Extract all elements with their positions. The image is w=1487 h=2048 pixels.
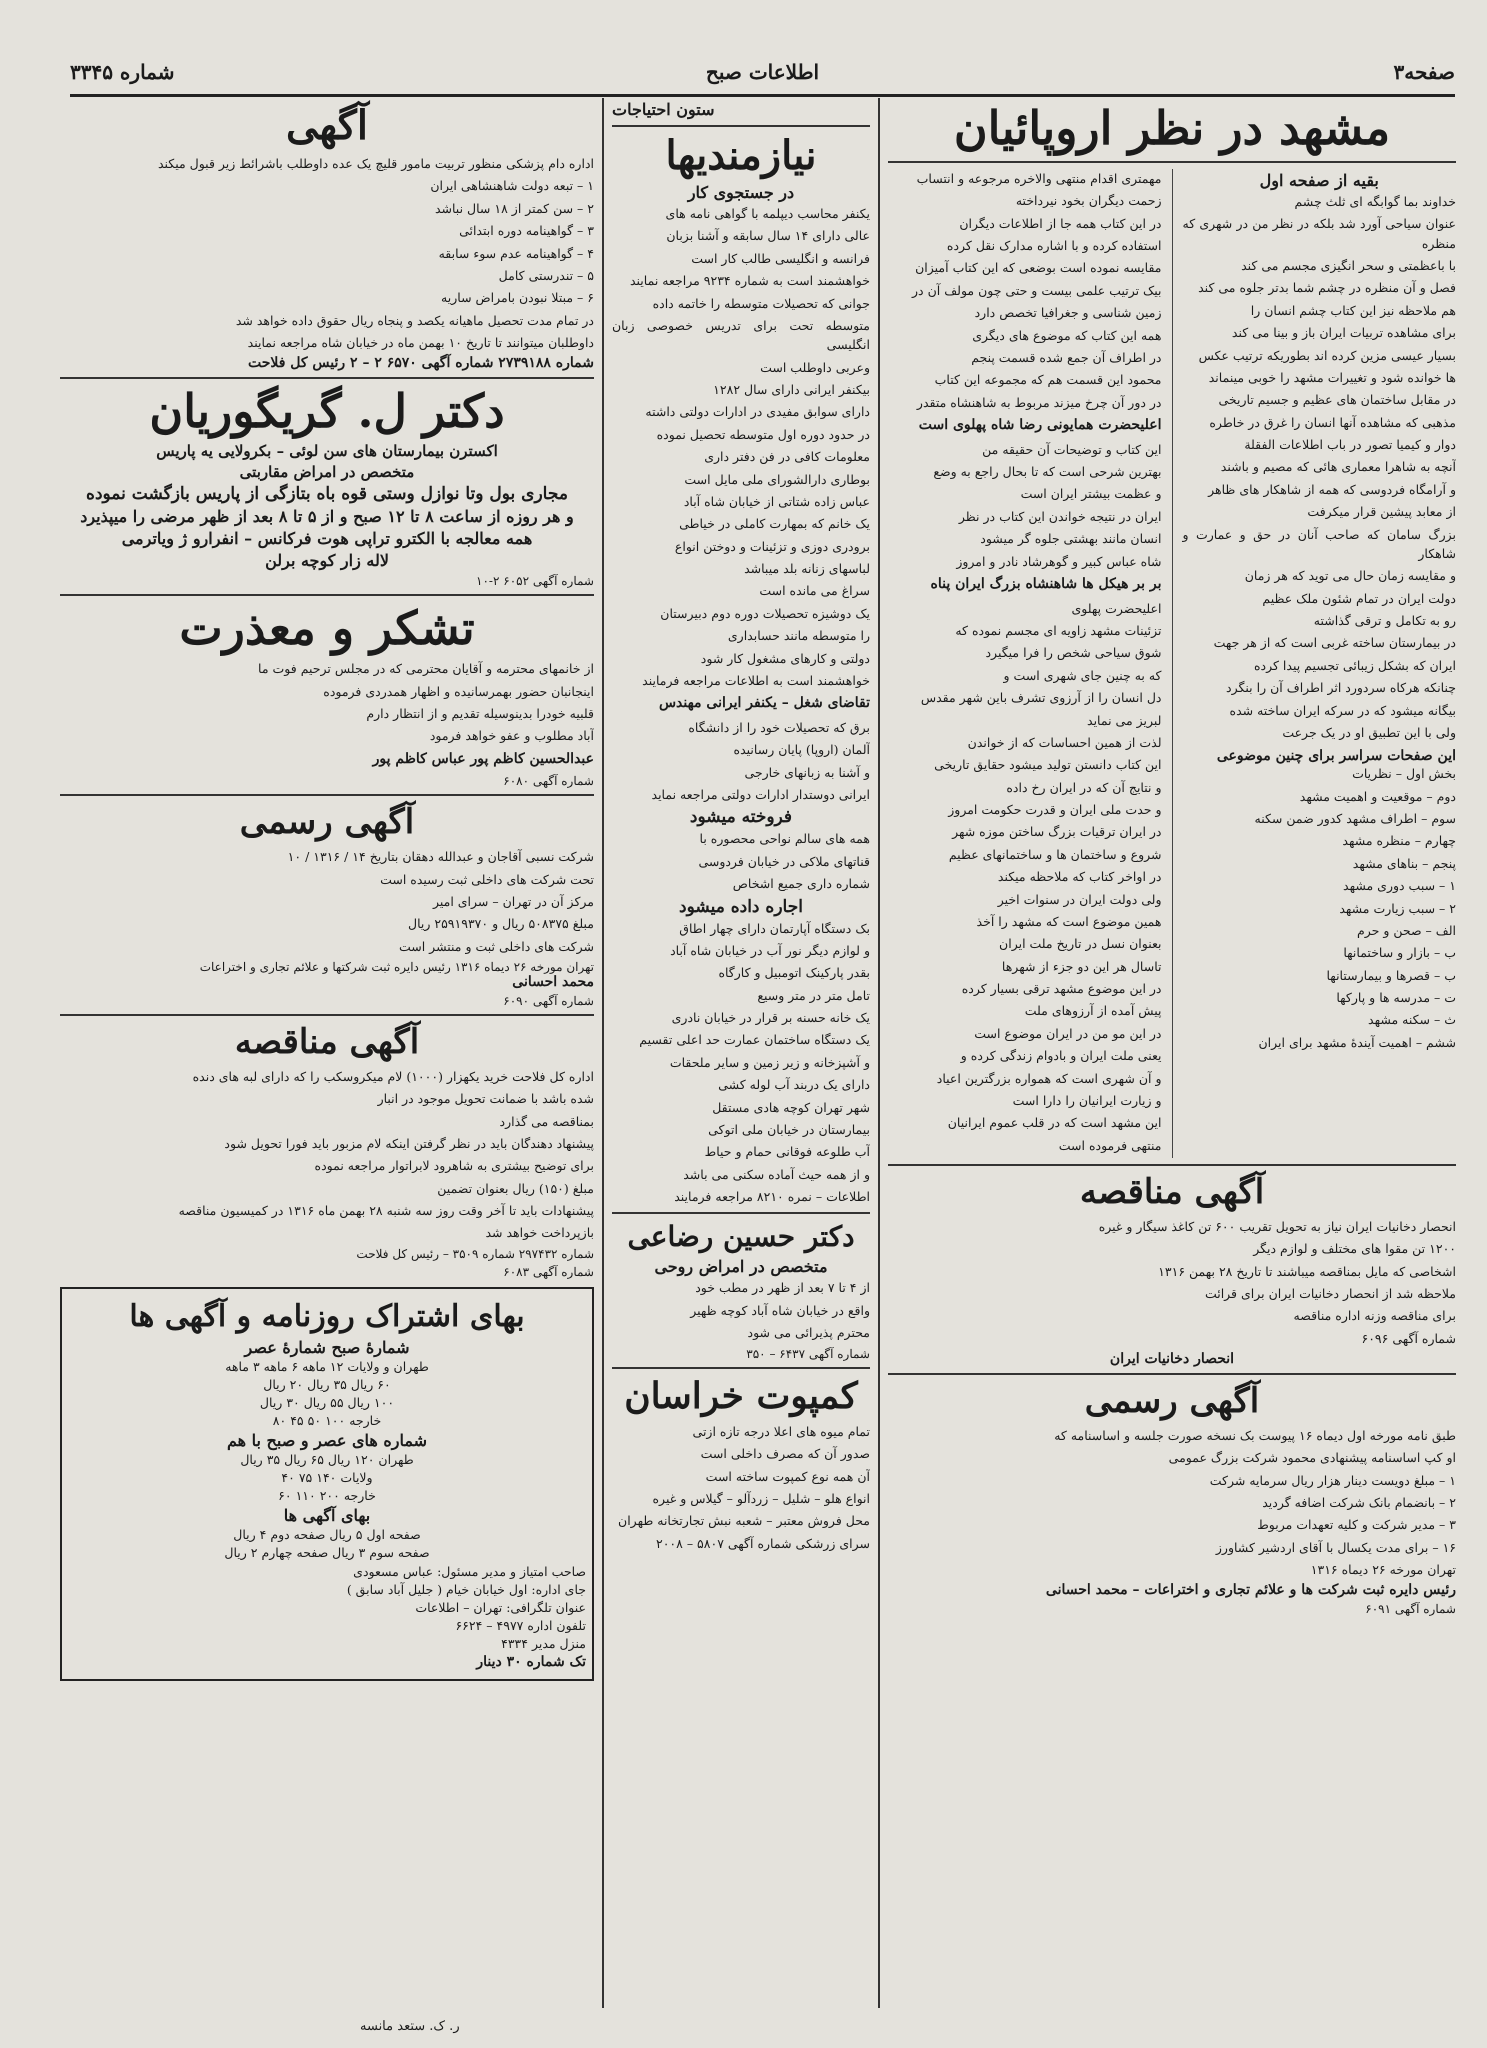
classified-line: و آشنا به زبانهای خارجی [744,764,870,780]
classified-line: یک دستگاه ساختمان عمارت حد اعلی تقسیم [639,1032,870,1048]
article-line: لذت از همین احساسات که از خواندن [967,734,1162,750]
toc-item: ششم – اهمیت آیندهٔ مشهد برای ایران [1258,1034,1456,1050]
publisher-info [68,1564,586,1670]
classified-line: دارای یک دربند آب لوله کشی [718,1077,870,1093]
rate-row: ۱۰۰ ریال ۵۵ ریال ۳۰ ریال [259,1394,395,1410]
article-line: محمود این قسمت هم که مجموعه این کتاب [934,372,1162,388]
for-sale-heading: فروخته میشود [689,807,793,828]
bottom-note: ر. ک. ستعد مانسه [360,2019,460,2034]
tender-ad-title: آگهی مناقصه [1079,1172,1265,1213]
official-ad-body [888,1426,1456,1580]
ad-line: پیشنهادات باید تا آخر وقت روز سه شنبه ۲۸ بهمن ماه ۱۳۱۶ در کمیسیون مناقصه [178,1203,594,1219]
ad-line: اشخاصی که مایل بمناقصه میباشند تا تاریخ ۲۸ بهمن ۱۳۱۶ [1158,1263,1456,1279]
official-notice-title: آگهی رسمی [239,802,415,843]
classified-line: ایرانی دوستدار ادارات دولتی مراجعه نماید [651,787,870,803]
for-rent-list [612,919,870,1207]
doctor-ad-body [612,1278,870,1342]
compote-ad-title: کمپوت خراسان [624,1374,858,1417]
article-line: در دور آن چرخ میزند مربوط به شاهنشاه متقدر [916,394,1162,410]
classified-line: و از همه حیث آماده سکنی می باشد [683,1166,870,1182]
toc-item: دوم – موقعیت و اهمیت مشهد [1299,788,1456,804]
divider [60,377,594,379]
toc-heading: این صفحات سراسر برای چنین موضوعی [1216,748,1456,765]
divider [888,161,1456,163]
ad-line: مرکز آن در تهران – سرای امیر [432,893,594,909]
rate-row: طهران و ولایات ۱۲ ماهه ۶ ماهه ۳ ماهه [225,1358,429,1374]
ad-number: شماره آگهی ۶۰۹۰ [503,994,594,1009]
newspaper-name: اطلاعات صبح [705,60,820,84]
inner-divider [1172,169,1173,1158]
classified-line: معلومات کافی در فن دفتر داری [704,449,870,465]
official-notice-footer: تهران مورخه ۲۶ دیماه ۱۳۱۶ رئیس دایره ثبت شرکتها و علائم تجاری و اختراعات [199,960,594,975]
official-notice-signature: محمد احسانی [512,974,594,991]
classified-line: شهر تهران کوچه هادی مستقل [712,1099,870,1115]
thanks-body [60,659,594,770]
article-line: ایران که بشکل زیبائی تجسیم پیدا کرده [1253,657,1456,673]
article-line: و آن شهری است که همواره بزرگترین اعیاد [936,1070,1162,1086]
for-sale-list [612,829,870,893]
article-line: مهمتری اقدام منتهی والاخره مرجوعه و انتساب [916,170,1162,186]
toc-item: پنجم – بناهای مشهد [1352,855,1456,871]
divider [612,1367,870,1369]
ad-line: بمناقصه می گذارد [499,1113,594,1129]
classified-line: سراغ می مانده است [759,583,870,599]
article-line: تاسال هر این دو جزء از شهرها [1001,958,1162,974]
divider [612,1212,870,1214]
article-line: مذهبی که مشاهده آنها انسان را غرق در خاطره [1209,414,1456,430]
toc-list [1183,764,1457,1052]
ad-line: اداره دام پزشکی منظور تربیت مامور قلیچ یک عده داوطلب باشرائط زیر قبول میکند [157,156,594,171]
toc-item: ب – قصرها و بیمارستانها [1326,967,1456,983]
classified-line: و لوازم دیگر نور آب در خیابان شاه آباد [670,942,870,958]
article-line: بیگانه میشود که در سرکه ایران ساخته شده [1229,702,1456,718]
article-text-b [888,169,1162,1155]
article-line: آنچه به شاهرا معماری هائی که مصیم و باشند [1220,459,1456,475]
ad-line: داوطلبان میتوانند تا تاریخ ۱۰ بهمن ماه در خیابان شاه مراجعه نمایند [247,335,594,350]
ad-line: محل فروش معتبر – شعبه نبش تجارتخانه طهران [618,1513,870,1529]
ad-line: از ۴ تا ۷ بعد از ظهر در مطب خود [695,1280,870,1296]
rate-row: صفحه اول ۵ ریال صفحه دوم ۴ ریال [233,1526,421,1542]
classified-line: بک دستگاه آپارتمان دارای چهار اطاق [679,920,870,936]
classified-line: بیکنفر ایرانی دارای سال ۱۲۸۲ [713,382,870,397]
telegraph-line: عنوان تلگرافی: تهران – اطلاعات [415,1599,586,1615]
classified-line: تقاضای شغل – یکنفر ایرانی مهندس [658,695,870,712]
article-line: بر بر هیکل ها شاهنشاه بزرگ ایران پناه [930,575,1162,592]
ad-line: تحت شرکت های داخلی ثبت رسیده است [380,871,594,887]
page-header [70,58,1455,97]
ad-number: شماره آگهی ۶۰۸۰ [503,774,594,789]
article-line: بیک ترتیب علمی بیست و حتی چون مولف آن در [912,282,1162,298]
classified-line: خواهشمند است به اطلاعات مراجعه فرمایند [642,672,870,688]
classifieds-title: نیازمندیها [665,132,817,179]
article-line: که به چنین جای شهری است و [1003,667,1162,683]
ad-line: ۶ – مبتلا نبودن بامراض ساریه [441,290,594,306]
divider [612,125,870,127]
ad-line: واقع در خیابان شاه آباد کوچه ظهیر [690,1302,870,1318]
rate-row: طهران ۱۲۰ ریال ۶۵ ریال ۳۵ ریال [240,1451,414,1467]
article-line: و عظمت بیشتر ایران است [1020,486,1162,502]
classified-line: لباسهای زنانه بلد میباشد [744,561,870,576]
article-line: ولی با این تطبیق او در یک جرعت [1282,724,1456,740]
article-line: زمین شناسی و جغرافیا تخصص دارد [974,305,1162,321]
article-col-b [888,169,1162,1158]
ad-line: عبدالحسین کاظم پور عباس کاظم پور [372,750,594,767]
ad-number: شماره آگهی ۶۰۹۱ [1365,1602,1456,1617]
toc-item: سوم – اطراف مشهد کدور ضمن سکنه [1254,811,1456,827]
owner-line: صاحب امتیاز و مدیر مسئول: عباس مسعودی [353,1563,586,1579]
for-rent-heading: اجاره داده میشود [679,896,803,917]
ad-line: متخصص در امراض مقاربتی [239,463,415,482]
ad-number: شماره آگهی ۶۰۵۲ ۲-۱۰ [476,574,594,589]
ad-line: قلبیه خودرا بدینوسیله تقدیم و از انتظار دارم [366,705,594,721]
ad-line: محترم پذیرائی می شود [747,1325,870,1341]
address-line: جای اداره: اول خیابان خیام ( جلیل آباد سابق ) [346,1581,586,1597]
notice-footer: شماره ۲۷۳۹۱۸۸ شماره آگهی ۶۵۷۰ ۲ – ۲ رئیس کل فلاحت [247,355,594,372]
article-line: دوار و کیمیا تصور در باب اطلاعات الفقلة [1244,437,1456,453]
article-title: مشهد در نظر اروپائیان [953,101,1391,155]
classified-line: جوانی که تحصیلات متوسطه را خاتمه داده [652,295,870,311]
classified-line: یک دوشیزه تحصیلات دوره دوم دبیرستان [660,605,870,621]
article-line: استفاده کرده و با اشاره مدارک نقل کرده [946,238,1162,254]
article-line: همه این کتاب که موضوع های دیگری [972,327,1162,343]
ad-line: اکسترن بیمارستان های سن لوئی – بکرولایی یه پاریس [156,442,498,461]
classified-line: و آشپزخانه و زیر زمین و سایر ملحقات [669,1054,870,1070]
article-line: بزرگ سامان که صاحب آنان در حق و عمارت و شاهکار [1182,526,1456,561]
jobs-list [612,204,870,804]
article-line: شوق سیاحی شخص را فرا میگیرد [985,645,1162,661]
ad-line: مبلغ (۱۵۰) ریال بعنوان تضمین [437,1180,594,1196]
tender-notice-footer: شماره ۲۹۷۴۳۲ شماره ۳۵۰۹ – رئیس کل فلاحت [356,1246,594,1261]
ad-line: شده باشد با ضمانت تحویل موجود در انبار [377,1091,594,1107]
divider [60,794,594,796]
article-line: دولت ایران در تمام شئون ملک عظیم [1262,590,1456,606]
ad-rates-heading: بهای آگهی ها [283,1505,371,1525]
article-line: چنانکه هرکاه سردورد اثر اطراف آن را بنگرد [1226,680,1456,696]
classified-line: اطلاعات – نمره ۸۲۱۰ مراجعه فرمایند [674,1189,870,1205]
page-number: صفحه۳ [1393,60,1455,84]
notice-title: آگهی [286,102,368,149]
ad-line: آن همه نوع کمپوت ساخته است [705,1468,870,1484]
article-line: دل انسان را از آرزوی تشرف باین شهر مقدس [920,690,1162,706]
ad-line: ۴ – گواهینامه عدم سوء سابقه [438,245,594,261]
tender-notice-body [60,1067,594,1243]
classified-line: برق که تحصیلات خود را از دانشگاه [688,719,870,735]
official-notice-body [60,847,594,956]
toc-item: ب – بازار و ساختمانها [1343,945,1456,961]
article-line: شاه عباس کبیر و گوهرشاد نادر و امروز [956,553,1162,569]
article-line: پیش آمده از آرزوهای ملت [1024,1003,1162,1019]
ad-line: ۱۶ – برای مدت یکسال با آقای اردشیر کشاورز [1215,1539,1456,1555]
subscription-subhead: شماره های عصر و صبح با هم [226,1430,428,1450]
ad-line: سرای زرشکی شماره آگهی ۵۸۰۷ – ۲۰۰۸ [655,1535,870,1551]
ad-line: ۱ – مبلغ دویست دینار هزار ریال سرمایه شرکت [1209,1472,1456,1488]
article-line: در اطراف آن جمع شده قسمت پنجم [971,349,1162,365]
ad-line: شماره آگهی ۶۰۹۶ [1361,1330,1456,1346]
ad-line: صدور آن که مصرف داخلی است [700,1446,870,1462]
article-line: اعلیحضرت همایونی رضا شاه پهلوی است [918,417,1162,434]
thanks-title: تشکر و معذرت [179,601,475,656]
ad-line: ۱۲۰۰ تن مقوا های مختلف و لوازم دیگر [1253,1241,1456,1257]
article-line: و مقایسه زمان حال می توید که هر زمان [1244,568,1456,584]
rate-row: خارجه ۲۰۰ ۱۱۰ ۶۰ [278,1487,376,1503]
classified-line: یک خانه حسنه بر قرار در خیابان نادری [671,1010,870,1026]
tender-notice-title: آگهی مناقصه [234,1022,420,1063]
ad-line: اداره کل فلاحت خرید یکهزار (۱۰۰۰) لام میکروسکب را که دارای لبه های دنده [192,1068,594,1084]
classified-line: در حدود دوره اول متوسطه تحصیل نموده [656,426,870,442]
article-line: در این کتاب همه جا از اطلاعات دیگران [959,215,1162,231]
ad-line: بازپرداخت خواهد شد [485,1225,594,1241]
article-line: در مقابل ساختمان های عظیم و جسیم تاریخی [1218,392,1456,408]
article-line: و نتایج آن که در ایران رخ داده [1006,779,1162,795]
ad-line: تمام میوه های اعلا درجه تازه ازتی [692,1423,870,1439]
classified-line: دولتی و کارهای مشغول کار شود [700,650,870,666]
rate-row: ۶۰ ریال ۳۵ ریال ۲۰ ریال [263,1376,391,1392]
combined-rates [68,1452,586,1503]
ad-line: ۳ – مدیر شرکت و کلیه تعهدات مربوط [1257,1517,1456,1533]
article-line: و حدت ملی ایران و قدرت حکومت امروز [948,802,1162,818]
single-copy-price: تک شماره ۳۰ دینار [476,1653,586,1670]
toc-item: الف – صحن و حرم [1357,922,1456,938]
article-line: مقایسه نموده است بوضعی که این کتاب آمیزان [915,260,1162,276]
article-line: هم ملاحظه نیز این کتاب چشم انسان را [1250,302,1456,318]
article-line: برای مشاهده تربیات ایران باز و بینا می کند [1231,325,1456,341]
classified-line: متوسطه تحت برای تدریس خصوصی زبان انگلیسی [612,317,870,353]
article-line: در این موضوع مشهد ترقی بسیار کرده [961,981,1162,997]
article-line: خداوند بما گوابگه ای ثلث چشم [1294,193,1456,209]
classified-line: عباس زاده شتاتی از خیابان شاه آباد [683,493,870,509]
tender-ad-signature: انحصار دخانیات ایران [1109,1351,1235,1368]
classified-line: تامل متر در متر وسیع [757,987,870,1003]
column-divider [602,98,604,2008]
classified-line: بوطاری دارالشورای ملی مایل است [684,471,870,487]
ad-line: لاله زار کوچه برلن [265,551,389,571]
rate-row: ولایات ۱۴۰ ۷۵ ۴۰ [281,1469,373,1485]
toc-item: ۲ – سبب زیارت مشهد [1339,900,1456,916]
article-text-a [1183,192,1457,742]
ad-line: و هر روزه از ساعت ۸ تا ۱۲ صبح و از ۵ تا ۸ بعد از ظهر مرضی را میپذیرد [80,507,574,527]
doctor-ad-specialty: متخصص در امراض روحی [654,1257,828,1277]
ad-line: ۲ – سن کمتر از ۱۸ سال نباشد [434,200,594,216]
classified-line: شماره داری جمیع اشخاص [732,876,870,892]
ad-line: انحصار دخانیات ایران نیاز به تحویل تقریب ۶۰۰ تن کاغذ سیگار و غیره [1098,1218,1456,1234]
section-heading: در جستجوی کار [687,183,795,202]
ad-line: ملاحظه شد از انحصار دخانیات ایران برای قرائت [1204,1285,1456,1301]
ad-line: از خانمهای محترمه و آقایان محترمی که در مجلس ترحیم فوت ما [258,661,594,677]
article-line: تزئینات مشهد زاویه ای مجسم نموده که [955,623,1162,639]
ad-line: تهران مورخه ۲۶ دیماه ۱۳۱۶ [1310,1562,1456,1578]
classified-line: بقدر پارکینک اتومبیل و کارگاه [718,965,870,981]
article-line: بعنوان نسل در تاریخ ملت ایران [999,936,1162,952]
classified-line: یکنفر محاسب دیپلمه با گواهی نامه های [665,206,870,221]
notice-body [60,154,594,352]
toc-item: ۱ – سبب دوری مشهد [1343,878,1456,894]
classified-line: برودری دوزی و تزئینات و دوختن انواع [674,538,870,554]
ad-line: ۵ – تندرستی کامل [498,267,594,283]
ad-line: طبق نامه مورخه اول دیماه ۱۶ پیوست بک نسخه صورت جلسه و اساسنامه که [1054,1427,1456,1443]
classified-line: خواهشمند است به شماره ۹۲۳۴ مراجعه نمایند [629,273,870,289]
classified-line: یک خانم که بمهارت کاملی در خیاطی [679,516,870,532]
ad-line: مجاری بول وتا نوازل وستی قوه باه بتازگی از پاریس بازگشت نموده [86,484,568,505]
ad-line: پیشنهاد دهندگان باید در نظر گرفتن اینکه لام مزبور باید فورا تحویل شود [224,1135,594,1151]
article-line: انسان مانند بهشتی جلوه گر میشود [980,531,1162,547]
toc-item: ت – مدرسه ها و پارکها [1336,990,1456,1006]
divider [60,594,594,596]
article-col-a [1183,169,1457,1158]
rate-row: صفحه سوم ۳ ریال صفحه چهارم ۲ ریال [224,1544,430,1560]
ad-line: برای توضیح بیشتری به شاهرود لابراتوار مراجعه نموده [314,1158,594,1174]
article-line: و زیارت ایرانیان را دارا است [1012,1092,1162,1108]
phone-line: تلفون اداره ۴۹۷۷ – ۶۶۲۴ [455,1617,586,1633]
article-line: لبریز می نماید [1087,712,1162,728]
classified-line: همه های سالم نواحی محصوره با [699,831,870,847]
article-line: ایران در نتیجه خواندن این کتاب در نظر [958,508,1162,524]
subscription-rates [68,1359,586,1428]
ad-number: شماره آگهی ۶۰۸۳ [503,1264,594,1279]
toc-item: چهارم – منظره مشهد [1342,833,1456,849]
article-line: در بیمارستان ساخته غربی است که از هر جهت [1213,635,1456,651]
classified-line: وعربی داوطلب است [760,359,870,375]
article-column [888,98,1456,2008]
article-line: ولی دولت ایران در سنوات اخیر [997,891,1162,907]
article-line: اعلیحضرت پهلوی [1071,600,1162,616]
ad-line: او کپ اساسنامه پیشنهادی محمود شرکت بزرگ عمومی [1168,1450,1456,1466]
article-line: از معابد پیشین قرار میکرفت [1307,504,1456,520]
subscription-title: بهای اشتراک روزنامه و آگهی ها [129,1298,525,1334]
ad-line: آباد مطلوب و عفو خواهد فرمود [429,728,594,744]
classifieds-column [612,98,870,2008]
classified-line: فرانسه و انگلیسی طالب کار است [691,250,870,266]
article-line: در ایران ترقیات بزرگ ساختن موزه شهر [952,824,1162,840]
divider [888,1373,1456,1375]
article-line: رو به تکامل و ترقی گذاشته [1313,613,1456,629]
ad-line: شرکت های داخلی ثبت و منتشر است [398,938,594,954]
doctor-grigorian-body [60,442,594,570]
classified-line: آب طلوعه فوقانی حمام و حیاط [704,1144,870,1160]
article-line: این کتاب دانستن تولید میشود حقایق تاریخی [934,757,1162,773]
article-line: و آرامگاه فردوسی که همه از شاهکار های ظاهر [1208,481,1456,497]
ad-line: اینجانبان حضور بهمرسانیده و اظهار همدردی فرموده [323,683,594,699]
article-line: منتهی فرموده است [1058,1137,1162,1153]
ad-line: شرکت نسبی آقاجان و عبدالله دهقان بتاریخ ۱۴ / ۱۳۱۶ / ۱۰ [287,849,594,865]
article-line: این مشهد است که در قلب عموم ایرانیان [947,1115,1162,1131]
ad-line: برای مناقصه وزنه اداره مناقصه [1293,1308,1456,1324]
ad-line: انواع هلو – شلیل – زردآلو – گیلاس و غیره [652,1490,870,1506]
ad-number: شماره آگهی ۶۴۳۷ – ۳۵۰ [746,1346,870,1361]
article-line: فصل و آن منظره در چشم شما بدتر جلوه می کند [1198,280,1456,296]
column-divider [878,98,880,2008]
issue-number: شماره ۳۳۴۵ [70,60,175,84]
ad-line: ۱ – تبعه دولت شاهنشاهی ایران [430,178,594,194]
article-line: این کتاب و توضیحات آن حقیقه من [982,441,1162,457]
article-line: در این مو من در ایران موضوع است [974,1025,1162,1041]
article-line: بهترین شرحی است که تا بحال راجع به وضع [933,464,1162,480]
doctor-ad-title: دکتر حسین رضاعی [627,1220,855,1254]
doctor-grigorian-title: دکتر ل. گریگوریان [149,384,505,439]
continued-label: بقیه از صفحه اول [1259,170,1379,190]
ad-line: در تمام مدت تحصیل ماهیانه یکصد و پنجاه ریال حقوق داده خواهد شد [235,312,594,328]
ad-rates [68,1527,586,1560]
article-line: در اواخر کتاب که ملاحظه میکند [997,869,1162,885]
classified-line: بیمارستان در خیابان ملی اتوکی [708,1121,870,1137]
ad-line: همه معالجه با الکترو تراپی هوت فرکانس – انفرارو ژ ویاترمی [121,529,533,549]
classified-line: قناتهای ملاکی در خیابان فردوسی [698,853,870,869]
article-line: ها خوانده شود و تغییرات مشهد را خوبی مینماند [1208,369,1456,385]
divider [888,1164,1456,1166]
ad-line: مبلغ ۵۰۸۳۷۵ ریال و ۲۵۹۱۹۳۷۰ ریال [407,916,594,932]
ad-line: ۳ – گواهینامه دوره ابتدائی [459,223,594,239]
article-line: همین موضوع است که مشهد را آخذ [976,913,1162,929]
section-tag: ستون احتیاجات [612,100,715,119]
manager-phone-line: منزل مدیر ۴۳۳۴ [501,1635,586,1651]
article-line: عنوان سیاحی آورد شد بلکه در نظر من در شهری که منظره [1182,216,1456,251]
article-line: شروع و ساختمان ها و ساختمانهای عظیم [948,846,1162,862]
article-line: زحمت دیگران بخود نیرداخته [1015,193,1162,209]
toc-item: بخش اول – نظریات [1352,766,1456,782]
notices-column [60,98,594,2008]
article-line: بسیار عیسی مزین کرده اند بطوریکه ترتیب عکس [1198,347,1456,363]
article-line: با باعظمتی و سحر انگیزی مجسم می کند [1241,258,1456,274]
classified-line: آلمان (اروپا) پایان رسانیده [733,742,870,758]
subscription-box [60,1287,594,1681]
rate-row: خارجه ۱۰۰ ۵۰ ۴۵ ۸۰ [272,1412,382,1428]
toc-item: ث – سکنه مشهد [1368,1012,1456,1028]
tender-ad-body [888,1217,1456,1348]
classified-line: را متوسطه مانند حسابداری [727,628,870,644]
official-ad-signature: رئیس دایره ثبت شرکت ها و علائم تجاری و اختراعات – محمد احسانی [1045,1582,1456,1599]
official-ad-title: آگهی رسمی [1084,1381,1260,1422]
ad-line: ۲ – بانضمام بانک شرکت اضافه گردید [1262,1494,1456,1510]
article-line: یعنی ملت ایران و بادوام زندگی کرده و [960,1048,1162,1064]
compote-ad-body [612,1422,870,1553]
classified-line: عالی دارای ۱۴ سال سابقه و آشنا بزبان [666,228,870,244]
classified-line: دارای سوابق مفیدی در ادارات دولتی داشته [645,404,870,420]
divider [60,1014,594,1016]
subscription-subhead: شمارهٔ صبح شمارهٔ عصر [244,1337,410,1357]
